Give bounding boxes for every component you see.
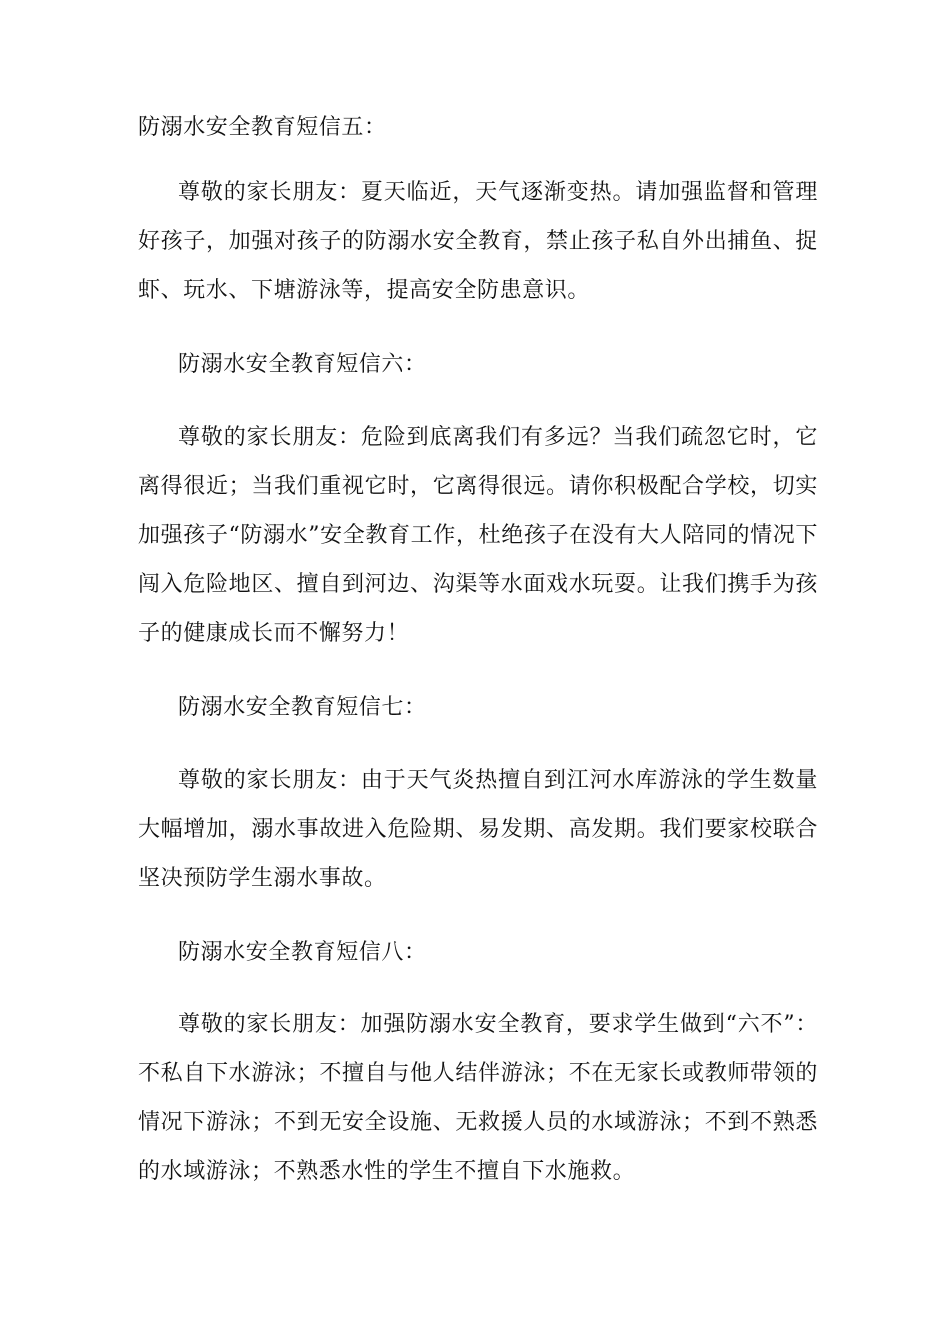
paragraph-sms-7: 尊敬的家长朋友：由于天气炎热擅自到江河水库游泳的学生数量大幅增加，溺水事故进入危险期、易发期、高发期。我们要家校联合坚决预防学生溺水事故。 (138, 768, 818, 891)
heading-sms-5: 防溺水安全教育短信五： (138, 115, 387, 140)
paragraph-sms-8: 尊敬的家长朋友：加强防溺水安全教育，要求学生做到“六不”：不私自下水游泳；不擅自与他人结伴游泳；不在无家长或教师带领的情况下游泳；不到无安全设施、无救援人员的水域游泳；不到不熟悉的水域游泳；不熟悉水性的学生不擅自下水施救。 (138, 1012, 818, 1184)
heading-sms-6: 防溺水安全教育短信六： (178, 352, 427, 377)
heading-sms-7: 防溺水安全教育短信七： (178, 695, 427, 720)
heading-sms-8: 防溺水安全教育短信八： (178, 940, 427, 965)
paragraph-sms-5: 尊敬的家长朋友：夏天临近，天气逐渐变热。请加强监督和管理好孩子，加强对孩子的防溺水安全教育，禁止孩子私自外出捕鱼、捉虾、玩水、下塘游泳等，提高安全防患意识。 (138, 180, 818, 303)
paragraph-sms-6: 尊敬的家长朋友：危险到底离我们有多远？当我们疏忽它时，它离得很近；当我们重视它时，它离得很远。请你积极配合学校，切实加强孩子“防溺水”安全教育工作，杜绝孩子在没有大人陪同的情况下闯入危险地区、擅自到河边、沟渠等水面戏水玩耍。让我们携手为孩子的健康成长而不懈努力！ (138, 425, 818, 646)
